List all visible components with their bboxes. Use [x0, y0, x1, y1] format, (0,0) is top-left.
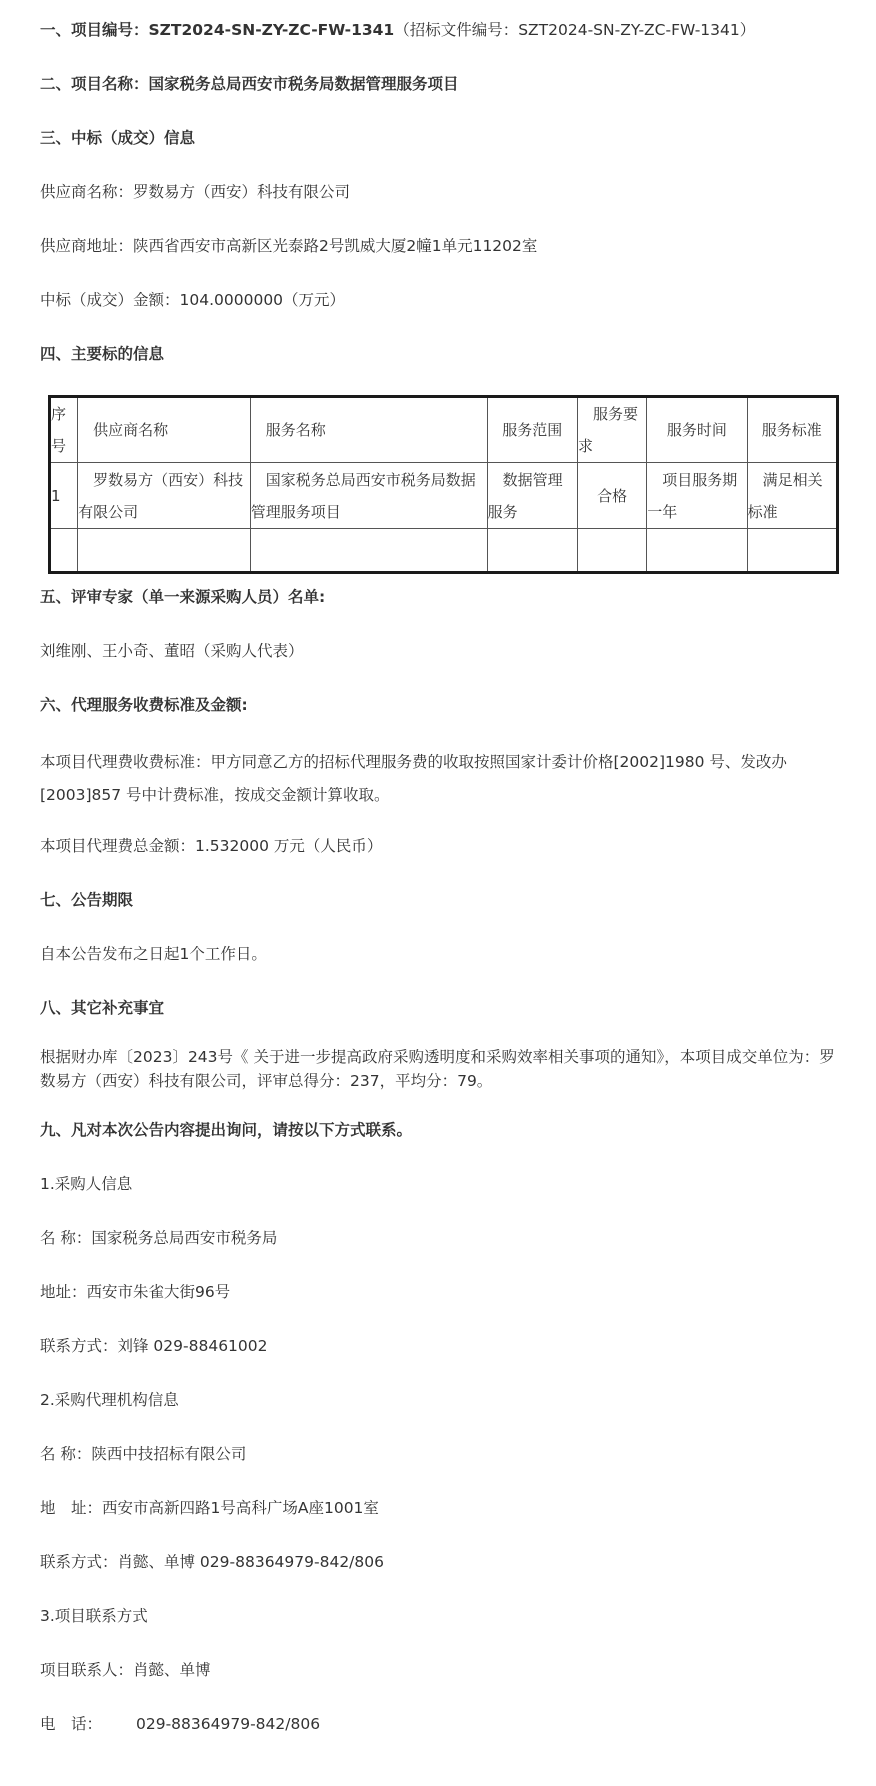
table-header-cell: 服务要求 [577, 397, 646, 463]
table-empty-row [50, 529, 838, 573]
table-cell-service-standard: 满足相关标准 [747, 463, 837, 529]
supplier-address: 供应商地址：陕西省西安市高新区光泰路2号凯威大厦2幢1单元11202室 [40, 237, 538, 255]
table-cell-service-scope: 数据管理服务 [487, 463, 577, 529]
main-subject-table [48, 395, 839, 574]
section-project-name [40, 72, 459, 96]
section-notice-period-title: 七、公告期限 [40, 891, 134, 909]
section-main-subject-title: 四、主要标的信息 [40, 345, 165, 363]
table-header-cell: 服务范围 [487, 397, 577, 463]
table-row [50, 463, 838, 529]
buyer-name: 名 称：国家税务总局西安市税务局 [40, 1229, 278, 1247]
agency-name: 名 称：陕西中技招标有限公司 [40, 1445, 247, 1463]
section-supplementary-title: 八、其它补充事宜 [40, 999, 165, 1017]
table-cell-service-time: 项目服务期一年 [647, 463, 747, 529]
project-name-label: 二、项目名称： [40, 75, 149, 93]
project-number-code: SZT2024-SN-ZY-ZC-FW-1341 [148, 21, 395, 39]
table-cell-empty [250, 529, 487, 573]
notice-period-text: 自本公告发布之日起1个工作日。 [40, 945, 267, 963]
table-cell-empty [577, 529, 646, 573]
table-header-cell: 服务名称 [250, 397, 487, 463]
agency-address: 地 址：西安市高新四路1号高科广场A座1001室 [40, 1499, 379, 1517]
supplier-name: 供应商名称：罗数易方（西安）科技有限公司 [40, 183, 351, 201]
supplementary-text: 根据财办库〔2023〕243号《 关于进一步提高政府采购透明度和采购效率相关事项的通知》，本项目成交单位为：罗数易方（西安）科技有限公司，评审总得分：237，平均分：79。 [40, 1048, 835, 1090]
agency-contact: 联系方式：肖懿、单博 029-88364979-842/806 [40, 1553, 384, 1571]
project-contact-heading: 3.项目联系方式 [40, 1607, 148, 1625]
table-cell-service-name: 国家税务总局西安市税务局数据管理服务项目 [250, 463, 487, 529]
table-header-cell: 序号 [50, 397, 78, 463]
table-header-cell: 供应商名称 [78, 397, 251, 463]
section-contact-title: 九、凡对本次公告内容提出询问，请按以下方式联系。 [40, 1121, 413, 1139]
tender-file-number: （招标文件编号：SZT2024-SN-ZY-ZC-FW-1341） [394, 21, 756, 39]
project-contact-phone [40, 1712, 320, 1736]
buyer-info-heading: 1.采购人信息 [40, 1175, 133, 1193]
table-cell-index: 1 [50, 463, 78, 529]
project-contact-person: 项目联系人：肖懿、单博 [40, 1661, 211, 1679]
phone-label: 电 话： [40, 1715, 103, 1733]
agency-fee-total: 本项目代理费总金额：1.532000 万元（人民币） [40, 837, 383, 855]
buyer-contact: 联系方式：刘锋 029-88461002 [40, 1337, 268, 1355]
phone-number: 029-88364979-842/806 [136, 1715, 321, 1733]
table-cell-supplier: 罗数易方（西安）科技有限公司 [78, 463, 251, 529]
table-cell-service-requirement: 合格 [577, 463, 646, 529]
section-award-title: 三、中标（成交）信息 [40, 129, 196, 147]
award-amount: 中标（成交）金额：104.0000000（万元） [40, 291, 346, 309]
experts-list: 刘维刚、王小奇、董昭（采购人代表） [40, 642, 304, 660]
section-agency-fee-title: 六、代理服务收费标准及金额: [40, 696, 248, 714]
agency-info-heading: 2.采购代理机构信息 [40, 1391, 179, 1409]
section-project-number [40, 18, 755, 42]
table-cell-empty [487, 529, 577, 573]
table-cell-empty [50, 529, 78, 573]
section-experts-title: 五、评审专家（单一来源采购人员）名单: [40, 588, 326, 606]
table-header-cell: 服务标准 [747, 397, 837, 463]
project-name: 国家税务总局西安市税务局数据管理服务项目 [148, 75, 459, 93]
table-cell-empty [78, 529, 251, 573]
buyer-address: 地址：西安市朱雀大街96号 [40, 1283, 231, 1301]
table-cell-empty [747, 529, 837, 573]
project-number-label: 一、项目编号： [40, 21, 149, 39]
agency-fee-standard: 本项目代理费收费标准：甲方同意乙方的招标代理服务费的收取按照国家计委计价格[2002]1980 号、发改办[2003]857 号中计费标准，按成交金额计算收取。 [40, 753, 787, 804]
table-header-cell: 服务时间 [647, 397, 747, 463]
table-cell-empty [647, 529, 747, 573]
table-header-row [50, 397, 838, 463]
